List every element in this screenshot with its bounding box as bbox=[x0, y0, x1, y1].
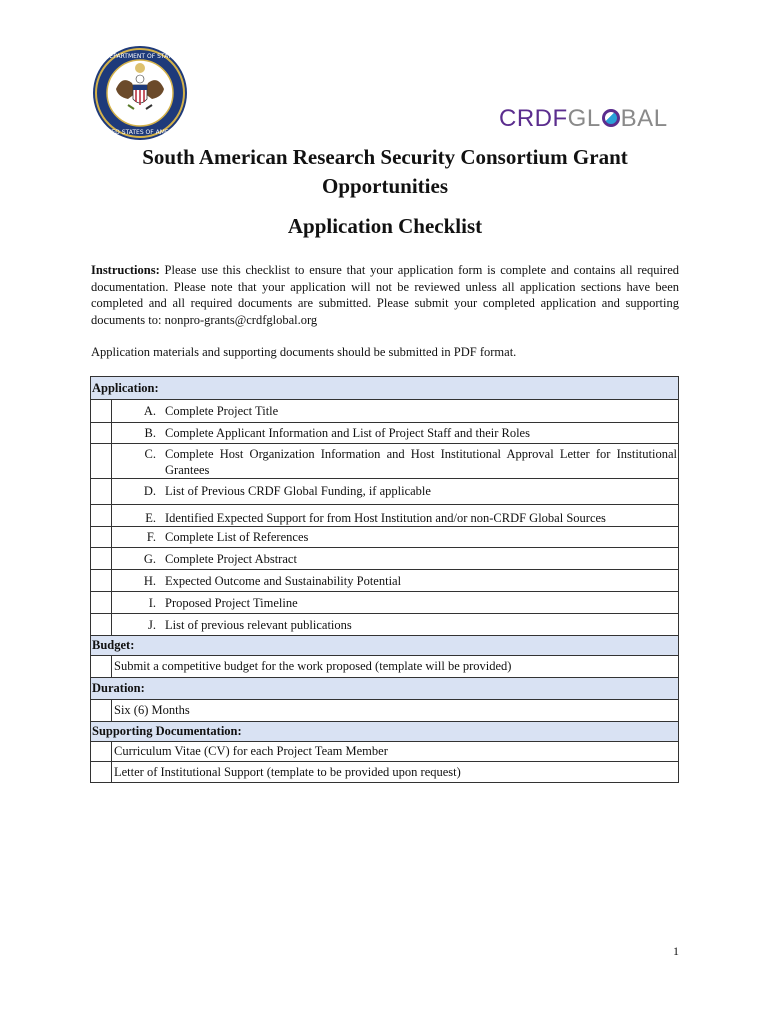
checkbox-cell[interactable] bbox=[91, 423, 112, 444]
item-letter: C. bbox=[144, 447, 156, 461]
section-heading-row bbox=[91, 636, 679, 656]
checkbox-cell[interactable] bbox=[91, 700, 112, 722]
item-text: List of Previous CRDF Global Funding, if applicable bbox=[165, 484, 431, 498]
document-title: South American Research Security Consortium Grant Opportunities bbox=[142, 145, 628, 198]
checklist-row bbox=[91, 505, 679, 527]
checklist-row bbox=[91, 742, 679, 762]
checkbox-cell[interactable] bbox=[91, 570, 112, 592]
svg-text:DEPARTMENT OF STATE: DEPARTMENT OF STATE bbox=[104, 53, 176, 60]
checkbox-cell[interactable] bbox=[91, 742, 112, 762]
checklist-row bbox=[91, 423, 679, 444]
department-of-state-seal bbox=[92, 45, 188, 141]
crdf-global-logo bbox=[499, 106, 668, 132]
checklist-row bbox=[91, 700, 679, 722]
checkbox-cell[interactable] bbox=[91, 444, 112, 479]
item-text: List of previous relevant publications bbox=[165, 617, 352, 632]
item-text: Complete Host Organization Information and Host Institutional Approval Letter for Institutional Grantees bbox=[165, 447, 677, 477]
item-letter: I. bbox=[148, 595, 156, 610]
checkbox-cell[interactable] bbox=[91, 400, 112, 423]
checklist-row bbox=[91, 656, 679, 678]
checklist-row bbox=[91, 614, 679, 636]
item-text: Complete Project Abstract bbox=[165, 551, 297, 566]
pdf-format-note: Application materials and supporting documents should be submitted in PDF format. bbox=[91, 345, 517, 359]
document-subtitle: Application Checklist bbox=[287, 214, 483, 238]
logo-globe-icon bbox=[602, 109, 620, 127]
page-number: 1 bbox=[673, 944, 679, 958]
logo-global-text-a: GL bbox=[567, 105, 601, 132]
item-text: Complete List of References bbox=[165, 530, 309, 544]
instructions-paragraph bbox=[91, 262, 679, 329]
item-letter: F. bbox=[146, 530, 156, 544]
checklist-row bbox=[91, 527, 679, 548]
item-letter: H. bbox=[143, 573, 156, 588]
item-text: Expected Outcome and Sustainability Potential bbox=[165, 573, 402, 588]
checklist-row bbox=[91, 592, 679, 614]
item-letter: E. bbox=[145, 511, 156, 525]
section-heading-row bbox=[91, 722, 679, 742]
svg-text:UNITED STATES OF AMERICA: UNITED STATES OF AMERICA bbox=[97, 129, 183, 136]
application-checklist-table bbox=[90, 376, 679, 783]
checklist-row bbox=[91, 570, 679, 592]
checklist-row bbox=[91, 548, 679, 570]
instructions-label: Instructions: bbox=[91, 263, 160, 277]
item-letter: B. bbox=[144, 426, 156, 440]
checkbox-cell[interactable] bbox=[91, 656, 112, 678]
item-text: Proposed Project Timeline bbox=[165, 595, 298, 610]
supporting-item-text: Letter of Institutional Support (template to be provided upon request) bbox=[112, 762, 679, 783]
item-letter: J. bbox=[148, 617, 156, 632]
instructions-text: Please use this checklist to ensure that your application form is complete and contains all required documentation. Please note that your application will not be reviewed unless all application sections have been completed and all required documents are submitted. Please submit your completed application and supporting documents to: nonpro-grants@crdfglobal.org bbox=[91, 263, 679, 328]
checkbox-cell[interactable] bbox=[91, 527, 112, 548]
checklist-row bbox=[91, 479, 679, 505]
checkbox-cell[interactable] bbox=[91, 592, 112, 614]
checkbox-cell[interactable] bbox=[91, 548, 112, 570]
supporting-documentation-heading: Supporting Documentation: bbox=[91, 722, 679, 742]
checkbox-cell[interactable] bbox=[91, 505, 112, 527]
application-heading: Application: bbox=[91, 377, 679, 400]
budget-item-text: Submit a competitive budget for the work proposed (template will be provided) bbox=[112, 656, 679, 678]
item-letter: D. bbox=[143, 484, 156, 498]
item-text: Identified Expected Support for from Host Institution and/or non-CRDF Global Sources bbox=[165, 511, 606, 525]
logo-global-text-b: BAL bbox=[620, 105, 668, 132]
item-text: Complete Project Title bbox=[165, 404, 279, 418]
checkbox-cell[interactable] bbox=[91, 614, 112, 636]
item-letter: A. bbox=[143, 404, 156, 418]
checklist-row bbox=[91, 762, 679, 783]
checkbox-cell[interactable] bbox=[91, 479, 112, 505]
checklist-row bbox=[91, 444, 679, 479]
checklist-row bbox=[91, 400, 679, 423]
item-letter: G. bbox=[143, 551, 156, 566]
supporting-item-text: Curriculum Vitae (CV) for each Project Team Member bbox=[112, 742, 679, 762]
section-heading-row bbox=[91, 678, 679, 700]
seal-icon bbox=[92, 45, 188, 141]
section-heading-row bbox=[91, 377, 679, 400]
duration-heading: Duration: bbox=[91, 678, 679, 700]
logo-crdf-text: CRDF bbox=[499, 105, 568, 132]
item-text: Complete Applicant Information and List of Project Staff and their Roles bbox=[165, 426, 530, 440]
budget-heading: Budget: bbox=[91, 636, 679, 656]
duration-item-text: Six (6) Months bbox=[112, 700, 679, 722]
checkbox-cell[interactable] bbox=[91, 762, 112, 783]
